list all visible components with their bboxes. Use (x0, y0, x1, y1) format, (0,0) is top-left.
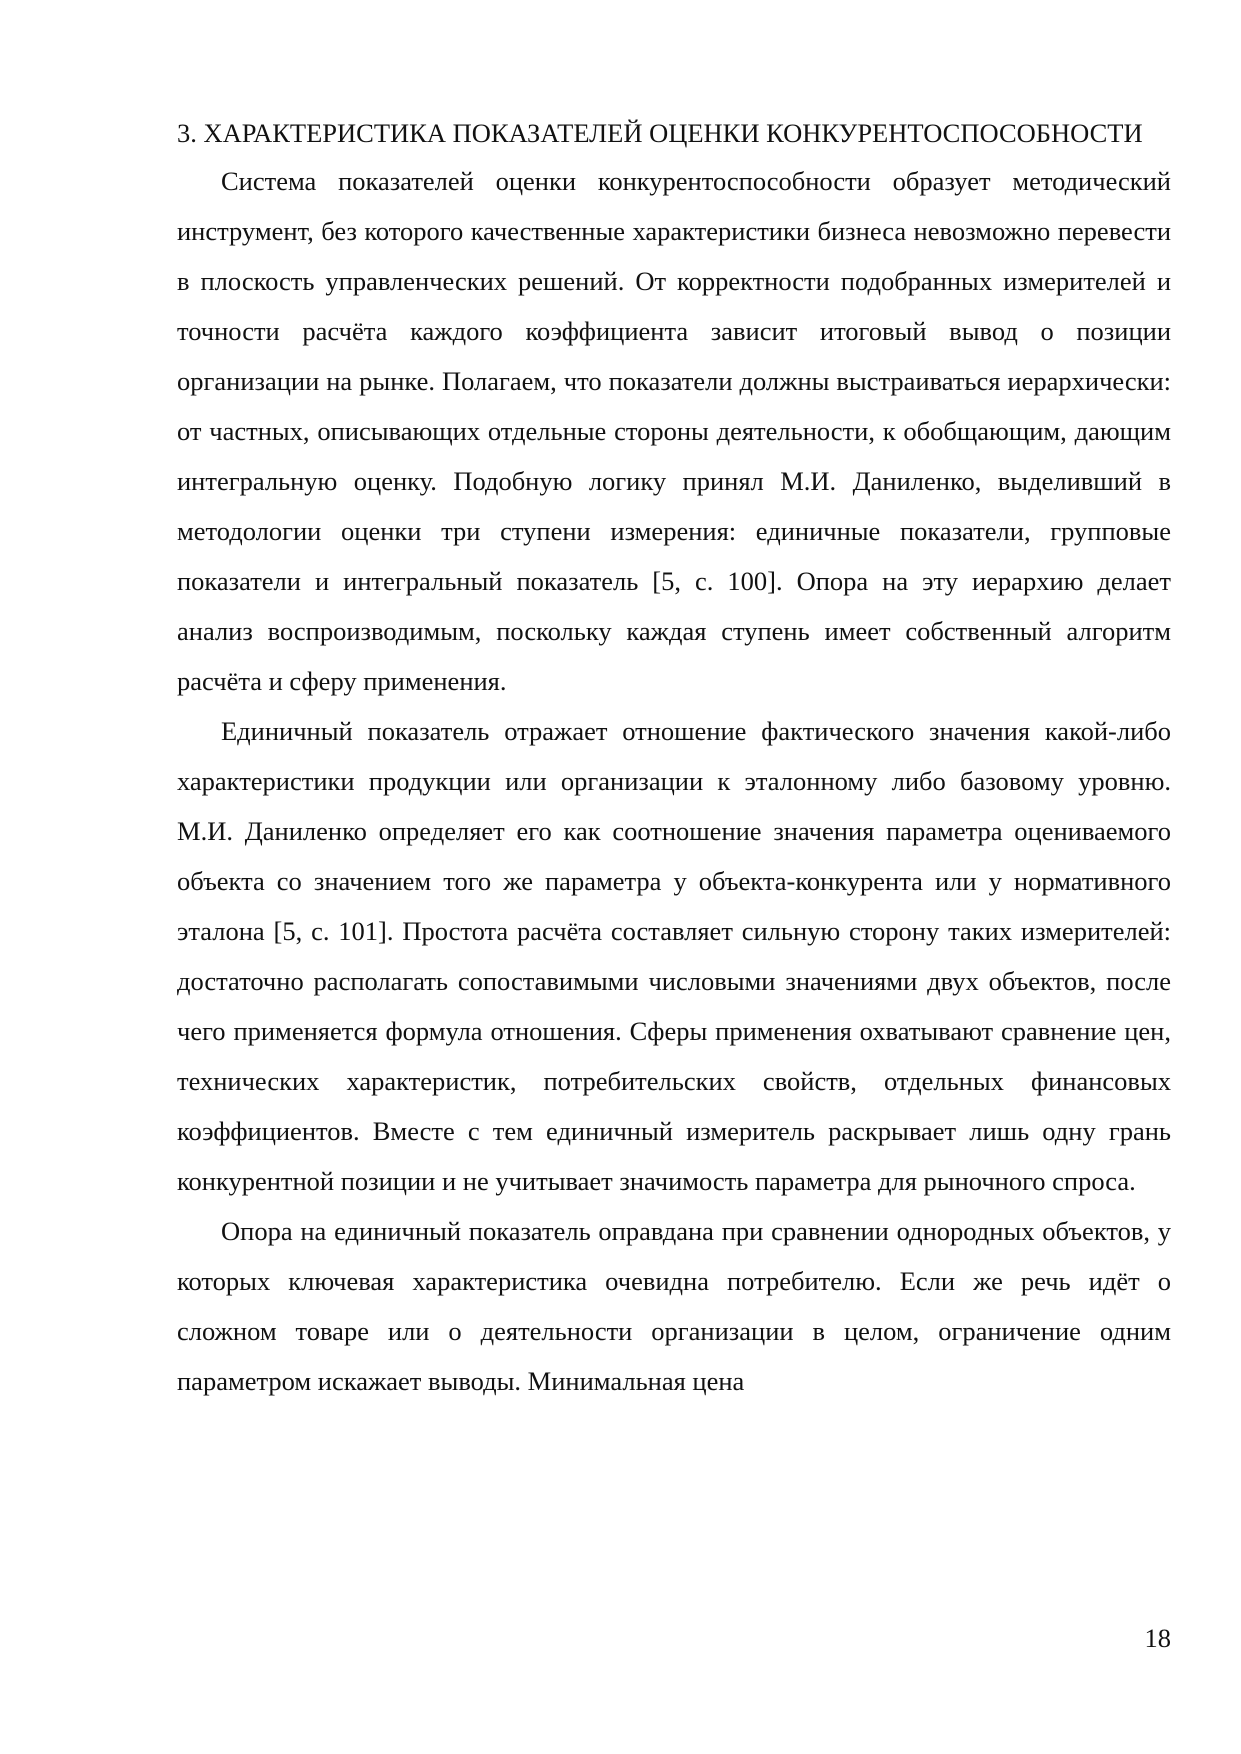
section-heading: 3. ХАРАКТЕРИСТИКА ПОКАЗАТЕЛЕЙ ОЦЕНКИ КОНКУРЕНТОСПОСОБНОСТИ (177, 118, 1143, 148)
paragraph-3: Опора на единичный показатель оправдана при сравнении однородных объектов, у которых ключевая характеристика очевидна потребителю. Если же речь идёт о сложном товаре или о деятельности организации в целом, ограничение одним параметром искажает выводы. Минимальная цена (177, 1216, 1171, 1396)
page-number: 18 (1144, 1623, 1171, 1653)
page-content (177, 117, 1171, 1406)
paragraph-1: Система показателей оценки конкурентоспособности образует методический инструмент, без которого качественные характеристики бизнеса невозможно перевести в плоскость управленческих решений. От корректности подобранных измерителей и точности расчёта каждого коэффициента зависит итоговый вывод о позиции организации на рынке. Полагаем, что показатели должны выстраиваться иерархически: от частных, описывающих отдельные стороны деятельности, к обобщающим, дающим интегральную оценку. Подобную логику принял М.И. Даниленко, выделивший в методологии оценки три ступени измерения: единичные показатели, групповые показатели и интегральный показатель [5, с. 100]. Опора на эту иерархию делает анализ воспроизводимым, поскольку каждая ступень имеет собственный алгоритм расчёта и сферу применения. (177, 166, 1171, 696)
paragraph-2: Единичный показатель отражает отношение фактического значения какой-либо характеристики продукции или организации к эталонному либо базовому уровню. М.И. Даниленко определяет его как соотношение значения параметра оцениваемого объекта со значением того же параметра у объекта-конкурента или у нормативного эталона [5, с. 101]. Простота расчёта составляет сильную сторону таких измерителей: достаточно располагать сопоставимыми числовыми значениями двух объектов, после чего применяется формула отношения. Сферы применения охватывают сравнение цен, технических характеристик, потребительских свойств, отдельных финансовых коэффициентов. Вместе с тем единичный измеритель раскрывает лишь одну грань конкурентной позиции и не учитывает значимость параметра для рыночного спроса. (177, 716, 1171, 1196)
